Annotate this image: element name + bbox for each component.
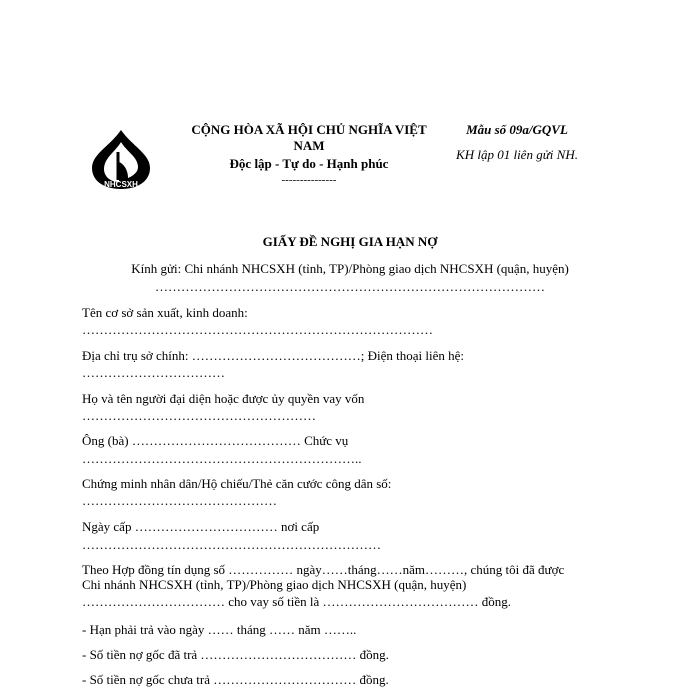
due-date-line: - Hạn phải trả vào ngày …… tháng …… năm …….. [82, 622, 357, 637]
id-dots: ……………………………………… [82, 493, 277, 508]
representative-label: Họ và tên người đại diện hoặc được ủy quyền vay vốn [82, 391, 365, 406]
issue-dots: …………………………………………………………… [82, 537, 381, 552]
representative-dots: ……………………………………………… [82, 408, 316, 423]
motto-rule: --------------- [281, 174, 337, 186]
nation-title: CỘNG HÒA XÃ HỘI CHỦ NGHĨA VIỆT NAM [191, 122, 427, 153]
address-dots: …………………………… [82, 365, 225, 380]
name-line: Ông (bà) ………………………………… Chức vụ [82, 433, 349, 448]
contract-line-2: Chi nhánh NHCSXH (tỉnh, TP)/Phòng giao dịch NHCSXH (quận, huyện) [82, 577, 467, 592]
form-note: KH lập 01 liên gửi NH. [456, 147, 578, 162]
contract-line-1: Theo Hợp đồng tín dụng số …………… ngày……tháng……năm………, chúng tôi đã được [82, 562, 565, 577]
motto: Độc lập - Tự do - Hạnh phúc [229, 156, 389, 171]
addressee-dots: ……………………………………………………………………………… [155, 279, 545, 294]
principal-unpaid-line: - Số tiền nợ gốc chưa trả …………………………… đồng. [82, 672, 389, 687]
principal-paid-line: - Số tiền nợ gốc đã trả ……………………………… đồng. [82, 647, 389, 662]
business-name-dots: ……………………………………………………………………… [82, 322, 433, 337]
nhcsxh-logo-icon [88, 128, 154, 190]
document-title: GIẤY ĐỀ NGHỊ GIA HẠN NỢ [262, 234, 438, 249]
form-number: Mẫu số 09a/GQVL [466, 122, 568, 137]
position-dots: ……………………………………………………….. [82, 451, 362, 466]
logo-text: NHCSXH [104, 180, 138, 189]
id-label: Chứng minh nhân dân/Hộ chiếu/Thẻ căn cước công dân số: [82, 476, 392, 491]
address-line: Địa chỉ trụ sở chính: …………………………………; Điện thoại liên hệ: [82, 348, 465, 363]
business-name-label: Tên cơ sở sản xuất, kinh doanh: [82, 305, 248, 320]
addressee: Kính gửi: Chi nhánh NHCSXH (tỉnh, TP)/Phòng giao dịch NHCSXH (quận, huyện) [131, 261, 569, 276]
issue-line: Ngày cấp …………………………… nơi cấp [82, 519, 320, 534]
contract-line-3: …………………………… cho vay số tiền là ……………………………… đồng. [82, 594, 511, 609]
